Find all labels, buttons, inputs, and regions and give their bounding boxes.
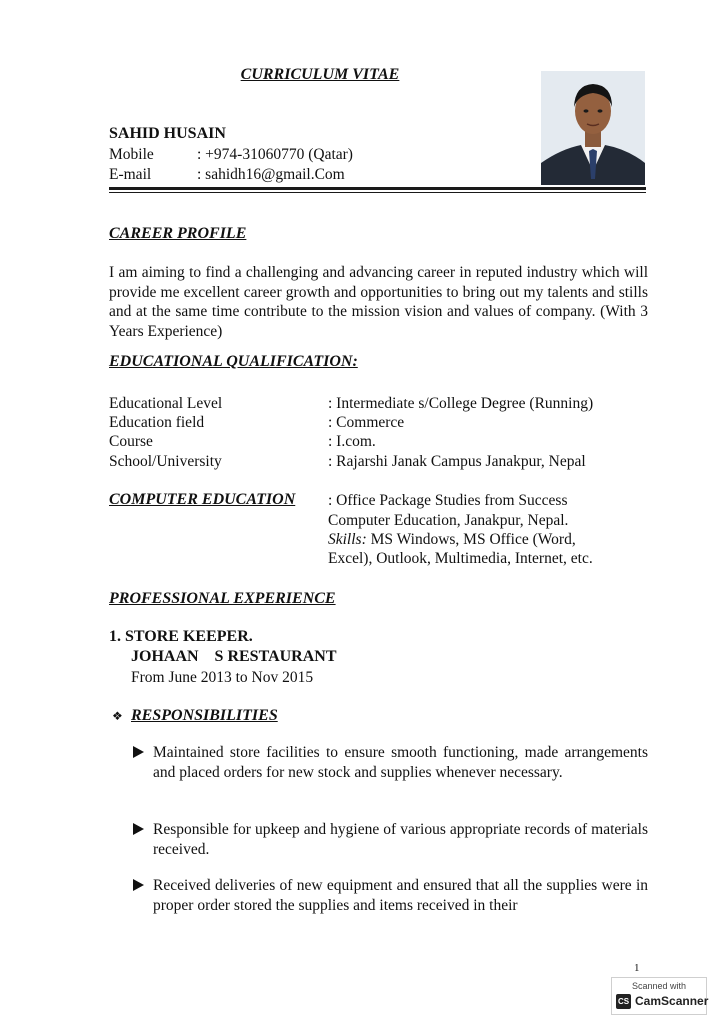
edu-school-label: School/University [109, 453, 222, 470]
job-company: JOHAAN S RESTAURANT [131, 648, 337, 665]
header-divider [109, 187, 646, 190]
applicant-name: SAHID HUSAIN [109, 125, 226, 142]
education-heading: EDUCATIONAL QUALIFICATION: [109, 353, 358, 370]
edu-field-value: : Commerce [328, 414, 405, 431]
responsibilities-heading: RESPONSIBILITIES [131, 707, 278, 724]
edu-field-label: Education field [109, 414, 205, 431]
camscanner-watermark [611, 977, 707, 1015]
edu-school-value: : Rajarshi Janak Campus Janakpur, Nepal [328, 453, 586, 470]
document-title: CURRICULUM VITAE [240, 66, 400, 83]
career-profile-heading: CAREER PROFILE [109, 225, 247, 242]
responsibility-item-1: Maintained store facilities to ensure smooth functioning, made arrangements and placed orders for new stock and supplies whenever necessary. [153, 744, 648, 781]
email-label: E-mail [109, 166, 152, 183]
skills-text: MS Windows, MS Office (Word, [366, 531, 576, 548]
mobile-label: Mobile [109, 146, 154, 163]
skills-line-2: Excel), Outlook, Multimedia, Internet, etc. [328, 550, 593, 567]
arrow-bullet-icon [133, 823, 144, 835]
job-number: 1 [109, 628, 117, 645]
camscanner-logo-icon: CS [616, 994, 631, 1009]
watermark-brand: CamScanner [635, 994, 709, 1008]
diamond-bullet-icon: ❖ [112, 709, 123, 723]
arrow-bullet-icon [133, 746, 144, 758]
job-title-text: . STORE KEEPER. [117, 628, 253, 645]
watermark-caption: Scanned with [631, 981, 687, 991]
page-number: 1 [634, 962, 640, 974]
portrait-image [541, 71, 645, 185]
skills-label: Skills: [328, 531, 367, 548]
edu-level-value: : Intermediate s/College Degree (Running) [328, 395, 594, 412]
computer-education-heading: COMPUTER EDUCATION [109, 491, 296, 508]
profile-photo [541, 71, 645, 185]
mobile-value: : +974-31060770 (Qatar) [197, 146, 353, 163]
skills-line [328, 530, 576, 550]
edu-level-label: Educational Level [109, 395, 223, 412]
career-profile-text: I am aiming to find a challenging and advancing career in reputed industry which will provide me excellent career growth and opportunities to bring out my talents and stills and at the same time contribute to the mission vision and values of company. (With 3 Years Experience) [109, 264, 648, 340]
professional-experience-heading: PROFESSIONAL EXPERIENCE [109, 590, 336, 607]
job-period: From June 2013 to Nov 2015 [131, 669, 314, 686]
header-divider-thin [109, 192, 646, 193]
job-title [109, 628, 253, 646]
responsibility-item-2: Responsible for upkeep and hygiene of various appropriate records of materials received. [153, 821, 648, 858]
computer-education-line-1: : Office Package Studies from Success [328, 492, 568, 509]
responsibility-item-3: Received deliveries of new equipment and ensured that all the supplies were in proper order stored the supplies and items received in their [153, 877, 648, 914]
edu-course-value: : I.com. [328, 433, 376, 450]
email-value: : sahidh16@gmail.Com [197, 166, 345, 183]
computer-education-line-2: Computer Education, Janakpur, Nepal. [328, 512, 569, 529]
arrow-bullet-icon [133, 879, 144, 891]
edu-course-label: Course [109, 433, 153, 450]
